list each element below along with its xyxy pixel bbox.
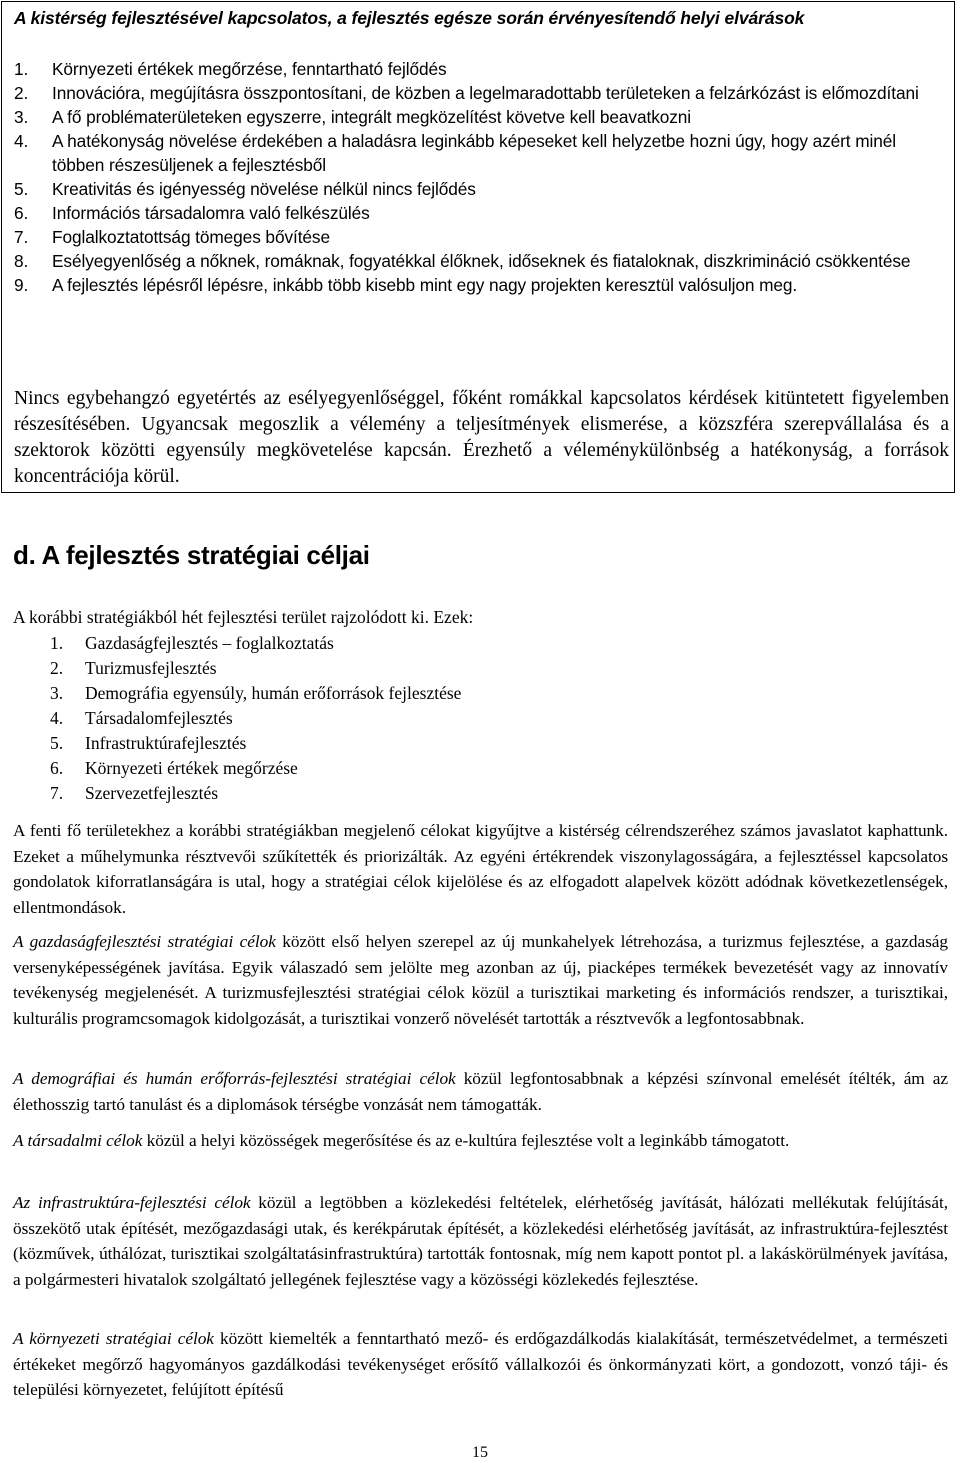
list-item: 3. Demográfia egyensúly, humán erőforrások fejlesztése: [50, 683, 462, 703]
expectations-box: [1, 1, 955, 493]
paragraph-economic: A gazdaságfejlesztési stratégiai célok között első helyen szerepel az új munkahelyek létrehozása, a turizmus fejlesztése, a gazdaság versenyképességének javítása. Egyik válaszadó sem jelölte meg azonban az új, piacképes termékek bevezetését vagy az innovatív tevékenység megjelenését. A turizmusfejlesztési stratégiai célok közül a turisztikai marketing és információs rendszer, a turisztikai, kulturális programcsomagok kidolgozását, a turisztikai vonzerő növelését tartották a résztvevők a legfontosabbnak.: [13, 932, 948, 1028]
list-item: 3. A fő problématerületeken egyszerre, integrált megközelítést követve kell beavatkozni: [14, 107, 692, 127]
list-item: 8. Esélyegyenlőség a nőknek, romáknak, fogyatékkal élőknek, időseknek és fiataloknak, diszkrimináció csökkentése: [14, 251, 911, 271]
paragraph-demographic: A demográfiai és humán erőforrás-fejlesztési stratégiai célok közül legfontosabbnak a képzési színvonal emelését ítélték, ám az élethosszig tartó tanulást és a diplomások térségbe vonzását nem támogatták.: [13, 1069, 948, 1114]
list-item: 2. Innovációra, megújításra összpontosítani, de közben a legelmaradottabb területeken a felzárkózást is előmozdítani: [14, 83, 919, 103]
list-item: 7. Szervezetfejlesztés: [50, 783, 219, 803]
list-item: 1. Környezeti értékek megőrzése, fenntartható fejlődés: [14, 59, 447, 79]
list-item: 5. Infrastruktúrafejlesztés: [50, 733, 247, 753]
section-heading: d. A fejlesztés stratégiai céljai: [13, 540, 370, 570]
list-item: 5. Kreativitás és igényesség növelése nélkül nincs fejlődés: [14, 179, 476, 199]
paragraph-environment: A környezeti stratégiai célok között kiemelték a fenntartható mező- és erdőgazdálkodás kialakítását, természetvédelmet, a természeti értékeket megőrző hagyományos gazdálkodási tevékenységet erősítő vállalkozói és önkormányzati kört, a gondozott, vonzó táji- és települési környezetet, felújított építésű: [13, 1329, 948, 1400]
list-item: 4. Társadalomfejlesztés: [50, 708, 233, 728]
page-number: 15: [472, 1444, 488, 1461]
expectations-list: [2, 57, 932, 297]
list-item: 6. Környezeti értékek megőrzése: [50, 758, 298, 778]
box-title: A kistérség fejlesztésével kapcsolatos, a fejlesztés egésze során érvényesítendő helyi elvárások: [14, 8, 805, 28]
paragraph-summary: A fenti fő területekhez a korábbi stratégiákban megjelenő célokat kigyűjtve a kistérség célrendszeréhez számos javaslatot kaphattunk. Ezeket a műhelymunka résztvevői szűkítették és priorizálták. Az egyéni értékrendek viszonylagosságára, a fejlesztéssel kapcsolatos gondolatok kiforratlanságára is utal, hogy a stratégiai célok kijelölése és az elfogadott alapelvek között adódnak következetlenségek, ellentmondások.: [13, 821, 948, 917]
goals-list: [0, 631, 461, 806]
list-item: 9. A fejlesztés lépésről lépésre, inkább több kisebb mint egy nagy projekten keresztül valósuljon meg.: [14, 275, 798, 295]
paragraph-social: A társadalmi célok közül a helyi közösségek megerősítése és az e-kultúra fejlesztése volt a leginkább támogatott.: [13, 1131, 790, 1150]
list-item: 4. A hatékonyság növelése érdekében a haladásra leginkább képeseket kell helyzetbe hozni úgy, hogy azért minél többen részesüljenek a fejlesztésből: [14, 131, 897, 175]
list-item: 2. Turizmusfejlesztés: [50, 658, 217, 678]
list-item: 7. Foglalkoztatottság tömeges bővítése: [14, 227, 330, 247]
section-intro: A korábbi stratégiákból hét fejlesztési terület rajzolódott ki. Ezek:: [13, 607, 474, 627]
list-item: 6. Információs társadalomra való felkészülés: [14, 203, 370, 223]
box-paragraph: Nincs egybehangzó egyetértés az esélyegyenlőséggel, főként romákkal kapcsolatos kérdések kitüntetett figyelemben részesítésében. Ugyancsak megoszlik a vélemény a teljesítmények elismerése, a közszféra szerepvállalása és a szektorok közötti egyensúly megkövetelése kapcsán. Érezhető a véleménykülönbség a hatékonyság, a források koncentrációja körül.: [14, 388, 949, 487]
paragraph-infrastructure: Az infrastruktúra-fejlesztési célok közül a legtöbben a közlekedési feltételek, elérhetőség javítását, hálózati mellékutak felújítását, összekötő utak építését, mezőgazdasági utak, és kerékpárutak építését, a közlekedési elérhetőség javítását, az infrastruktúra-fejlesztést (közművek, úthálózat, turisztikai szolgáltatásinfrastruktúra) tartották fontosnak, míg nem kapott pontot pl. a lakáskörülmények javítása, a polgármesteri hivatalok szolgáltató jellegének fejlesztése vagy a közösségi közlekedés fejlesztése.: [13, 1193, 948, 1289]
list-item: 1. Gazdaságfejlesztés – foglalkoztatás: [50, 633, 334, 653]
